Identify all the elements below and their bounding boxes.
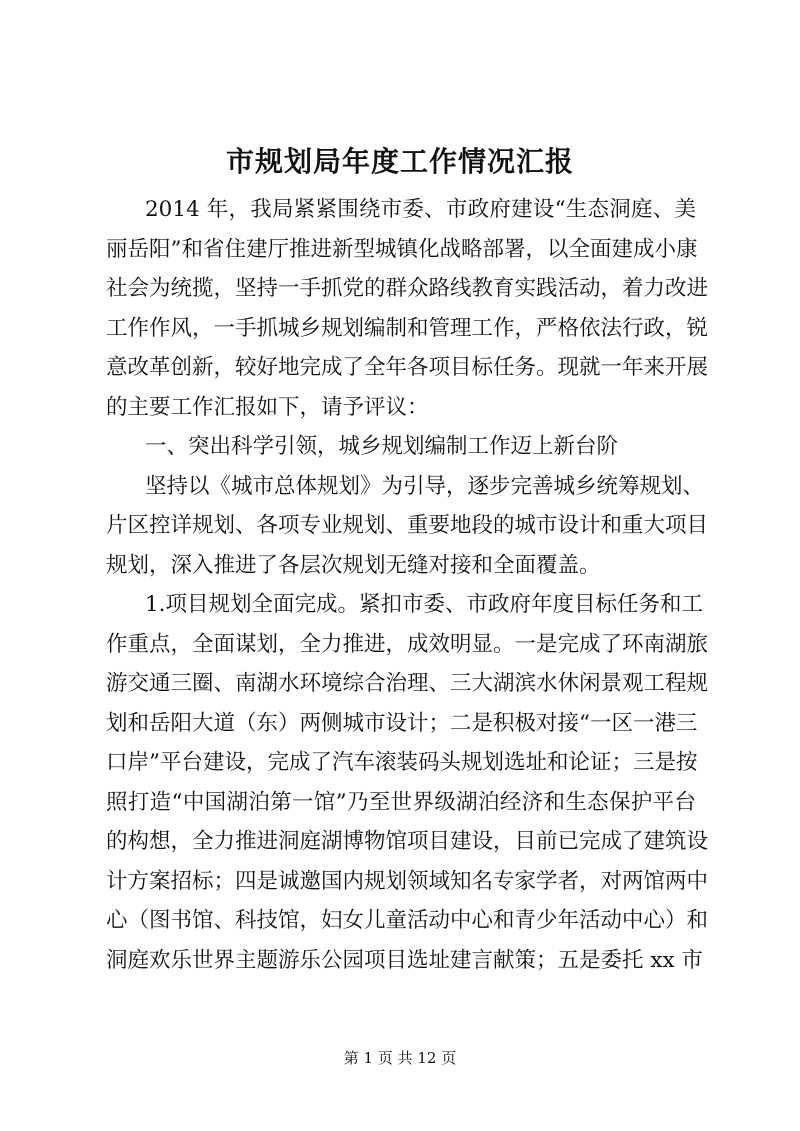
section-heading: 一、突出科学引领，城乡规划编制工作迈上新台阶 [145,434,619,459]
paragraph-line: 游交通三圈、南湖水环境综合治理、三大湖滨水休闲景观工程规 [106,671,709,696]
paragraph-line: 划和岳阳大道（东）两侧城市设计；二是积极对接“一区一港三 [106,711,698,736]
paragraph-line: 2014 年，我局紧紧围绕市委、市政府建设“生态洞庭、美 [145,197,696,222]
paragraph-line: 1.项目规划全面完成。紧扣市委、市政府年度目标任务和工 [145,592,704,617]
paragraph-line: 的构想，全力推进洞庭湖博物馆项目建设，目前已完成了建筑设 [106,829,709,854]
paragraph-line: 作重点，全面谋划，全力推进，成效明显。一是完成了环南湖旅 [106,632,709,657]
paragraph-line: 社会为统揽，坚持一手抓党的群众路线教育实践活动，着力改进 [106,276,709,301]
paragraph-line: 片区控详规划、各项专业规划、重要地段的城市设计和重大项目 [106,513,709,538]
paragraph-line: 意改革创新，较好地完成了全年各项目标任务。现就一年来开展 [106,355,709,380]
paragraph-line: 照打造“中国湖泊第一馆”乃至世界级湖泊经济和生态保护平台 [106,790,696,815]
paragraph-line: 心（图书馆、科技馆，妇女儿童活动中心和青少年活动中心）和 [106,908,709,933]
paragraph-line: 工作作风，一手抓城乡规划编制和管理工作，严格依法行政，锐 [106,316,709,341]
paragraph-line: 规划，深入推进了各层次规划无缝对接和全面覆盖。 [106,553,601,578]
page-number-footer: 第 1 页 共 12 页 [343,1049,457,1067]
paragraph-line: 洞庭欢乐世界主题游乐公园项目选址建言献策；五是委托 xx 市 [106,948,703,973]
paragraph-line: 丽岳阳”和省住建厅推进新型城镇化战略部署，以全面建成小康 [106,237,698,262]
paragraph-line: 坚持以《城市总体规划》为引导，逐步完善城乡统筹规划、 [145,474,705,499]
paragraph-line: 的主要工作汇报如下，请予评议： [106,395,429,420]
document-title: 市规划局年度工作情况汇报 [225,145,574,178]
paragraph-line: 计方案招标；四是诚邀国内规划领域知名专家学者，对两馆两中 [106,869,709,894]
paragraph-line: 口岸”平台建设，完成了汽车滚装码头规划选址和论证；三是按 [106,750,698,775]
